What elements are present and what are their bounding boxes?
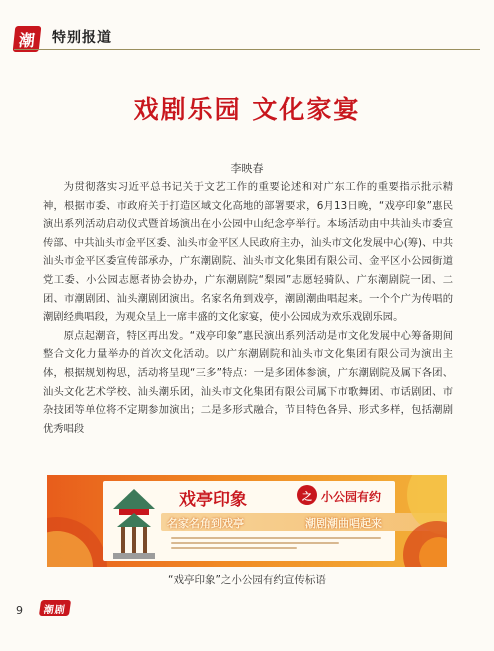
magazine-logo: 潮 — [13, 26, 42, 52]
page-header — [0, 0, 494, 58]
banner-title: 戏亭印象 — [179, 490, 247, 510]
banner-fine-print — [171, 537, 381, 552]
fan-decoration-icon — [377, 475, 447, 567]
footer-logo: 潮剧 — [39, 600, 71, 616]
fan-decoration-icon — [47, 475, 107, 567]
pavilion-icon — [105, 487, 163, 561]
banner-slogan-left: 名家名角到戏亭 — [167, 517, 244, 530]
banner-seal: 之 — [297, 485, 317, 505]
article-author: 李映春 — [230, 162, 264, 175]
banner-subtitle: 小公园有约 — [321, 490, 382, 504]
banner-slogan-right: 潮剧潮曲唱起来 — [305, 517, 382, 530]
image-caption: “戏亭印象”之小公园有约宣传标语 — [168, 574, 326, 586]
header-divider — [14, 49, 480, 50]
promo-banner-image — [47, 475, 447, 567]
article-body — [43, 178, 453, 438]
section-title: 特别报道 — [52, 30, 112, 46]
article-title: 戏剧乐园 文化家宴 — [133, 95, 361, 124]
paragraph: 原点起潮音，特区再出发。“戏亭印象”惠民演出系列活动是市文化发展中心筹备期间整合文化力量举办的首次文化活动。以广东潮剧院和汕头市文化集团有限公司为演出主体，根据规划构思，活动将呈现“三多”特点：一是多团体参演，广东潮剧院及属下各团、汕头文化艺术学校、汕头潮乐团，汕头市文化集团有限公司属下市歌舞团、市话剧团、市杂技团等单位将不定期参加演出；二是多形式融合，节目特色各异、形式多样，包括潮剧优秀唱段 — [43, 329, 453, 435]
paragraph: 为贯彻落实习近平总书记关于文艺工作的重要论述和对广东工作的重要指示批示精神，根据市委、市政府关于打造区域文化高地的部署要求，6月13日晚，“戏亭印象”惠民演出系列活动启动仪式暨首场演出在小公园中山纪念亭举行。本场活动由中共汕头市委宣传部、中共汕头市金平区委、汕头市金平区人民政府主办，汕头市文化发展中心(筹)、中共汕头市金平区委宣传部承办，广东潮剧院、汕头市文化集团有限公司、金平区小公园街道党工委、小公园志愿者协会协办，广东潮剧院“梨园”志愿轻骑队、广东潮剧院一团、二团、市潮剧团、汕头潮剧团演出。名家名角到戏亭，潮剧潮曲唱起来。一个个广为传唱的潮剧经典唱段，为观众呈上一席丰盛的文化家宴，使小公园成为欢乐戏剧乐园。 — [43, 181, 453, 324]
page-number: 9 — [16, 604, 23, 617]
